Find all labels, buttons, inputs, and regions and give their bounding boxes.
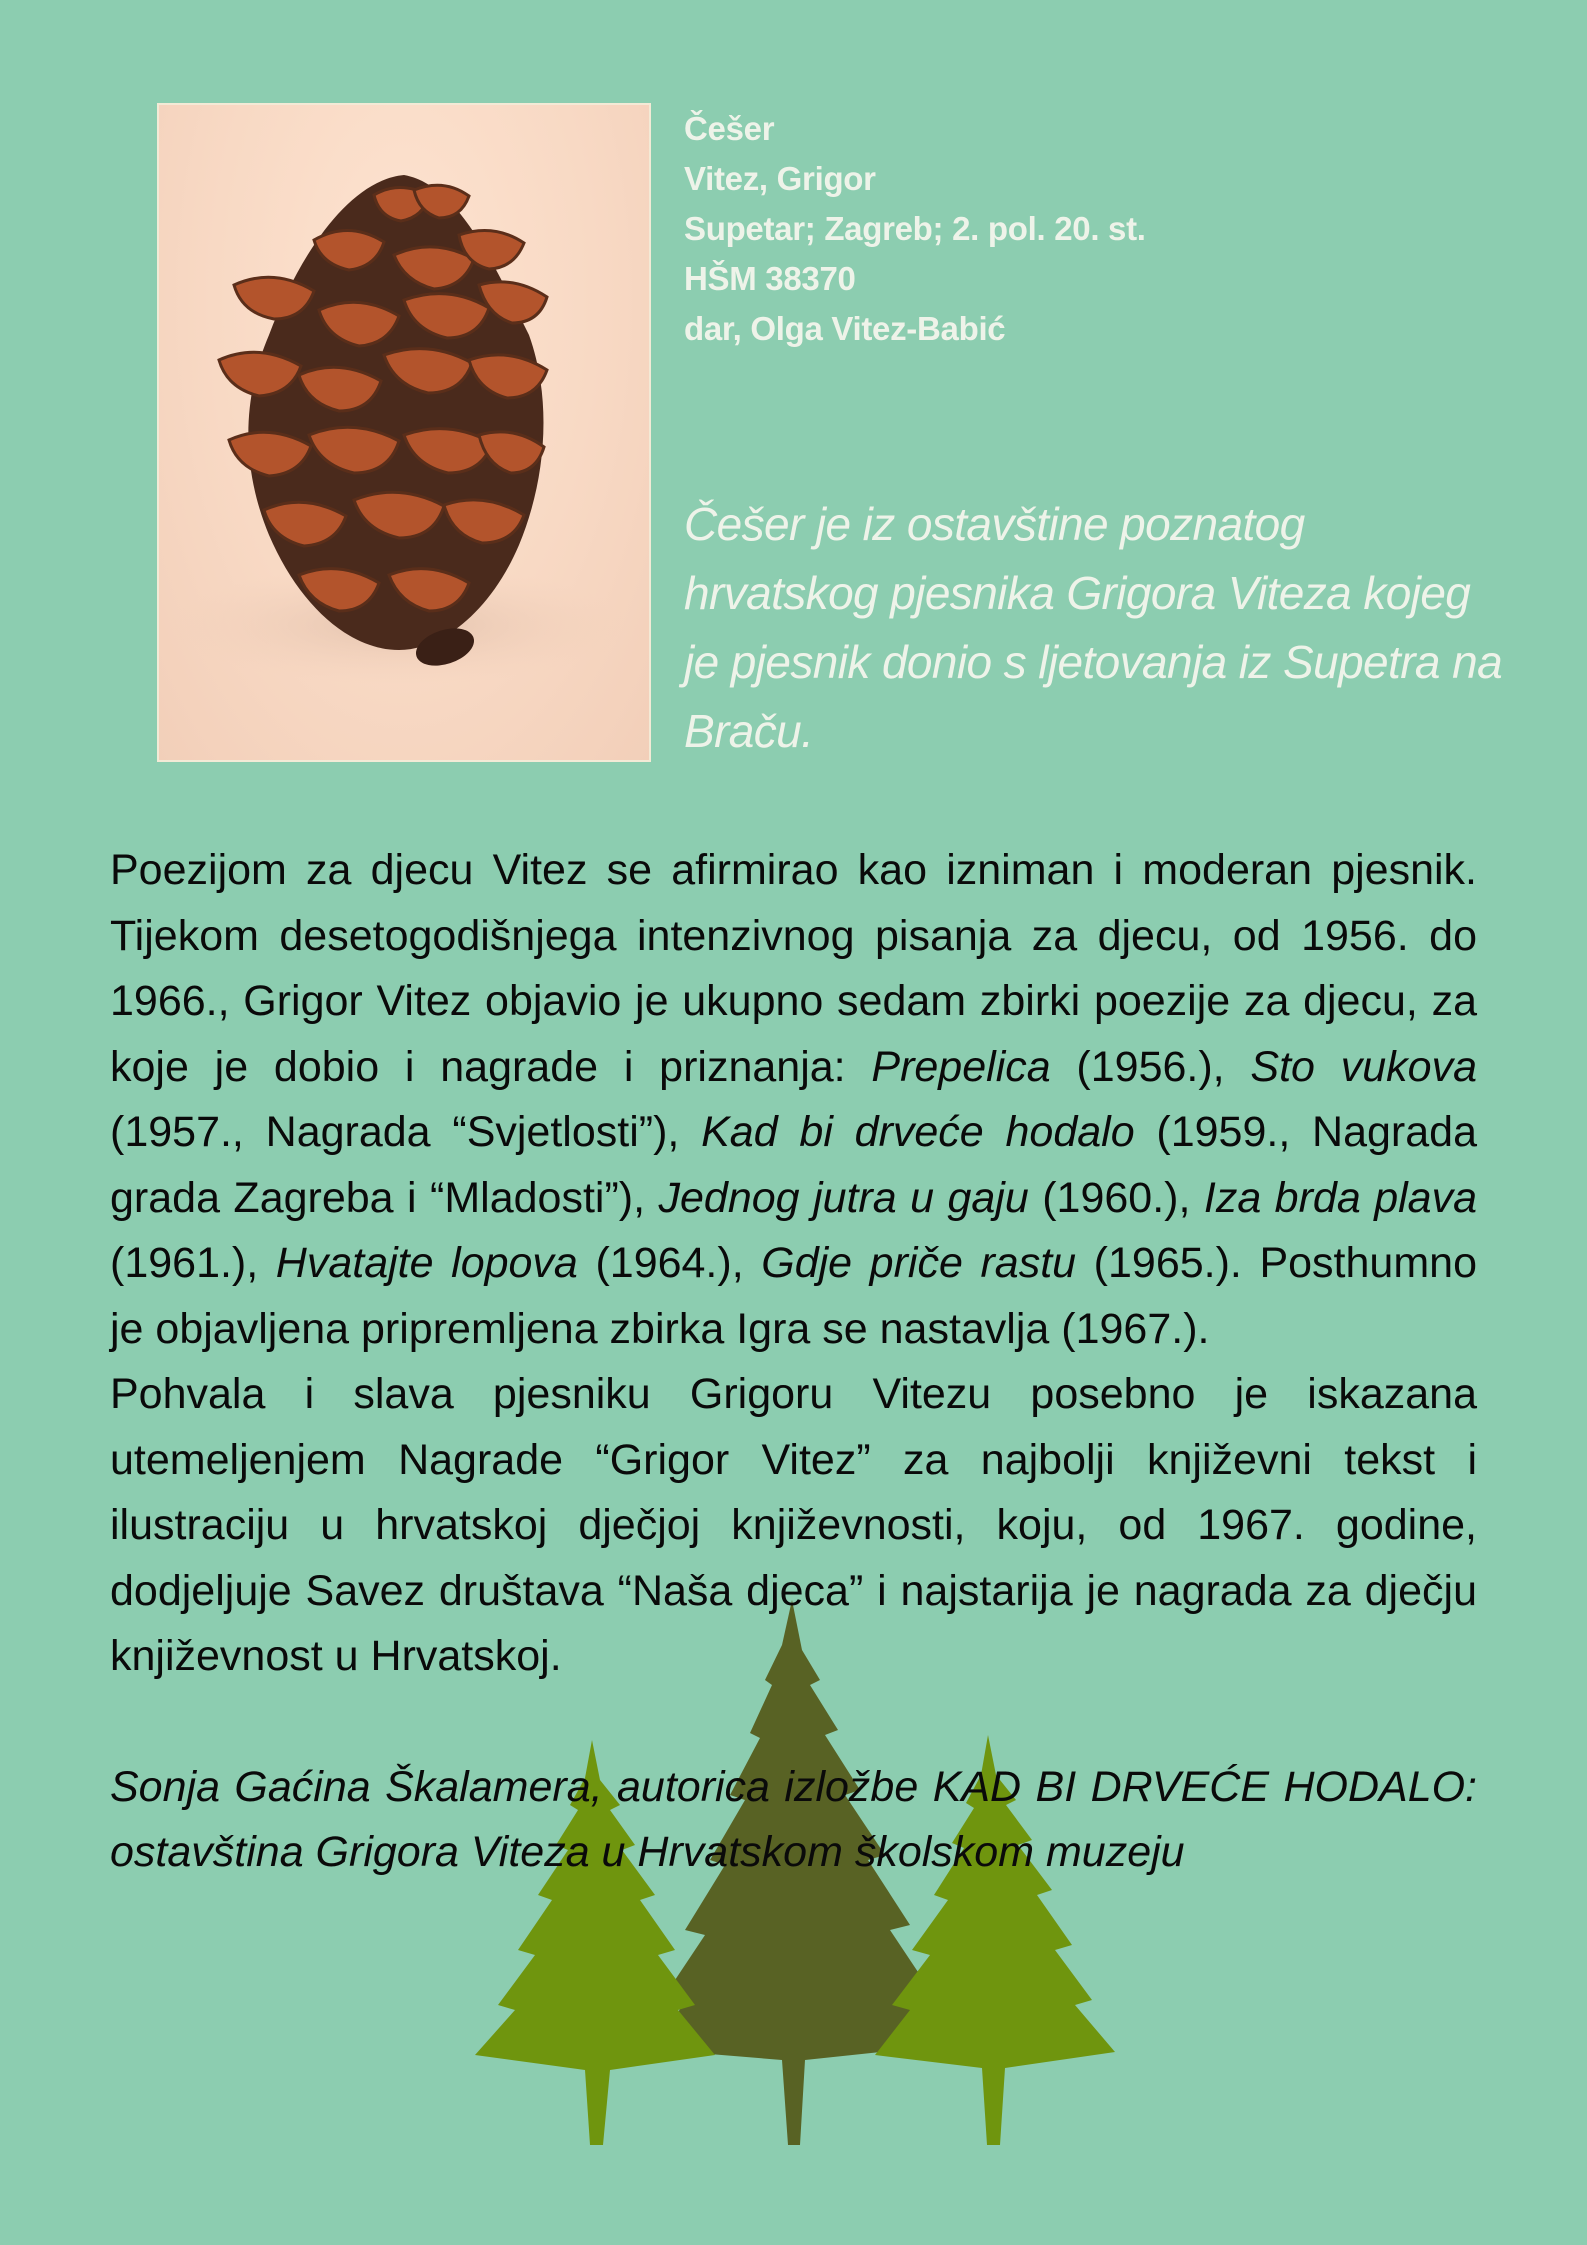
book-title: Iza brda plava [1203,1173,1477,1222]
author-signature: Sonja Gaćina Škalamera, autorica izložbe KAD BI DRVEĆE HODALO: ostavština Grigora Viteza u Hrvatskom školskom muzeju [110,1762,1477,1876]
book-title: Sto vukova [1250,1042,1477,1091]
book-title: Hvatajte lopova [275,1239,578,1287]
pine-cone-photo [159,105,649,760]
object-author: Vitez, Grigor [684,160,876,197]
object-place-date: Supetar; Zagreb; 2. pol. 20. st. [684,210,1146,247]
paragraph-collections: Poezijom za djecu Vitez se afirmirao kao izniman i moderan pjesnik. Tijekom desetogodišnjega intenzivnog pisanja za djecu, od 1956. do 1966., Grigor Vitez objavio je ukupno sedam zbirki poezije za djecu, za koje je dobio i nagrade i priznanja: Prepelica (1956.), Sto vukova (1957., Nagrada “Svjetlosti”), Kad bi drveće hodalo (1959., Nagrada grada Zagreba i “Mladosti”), Jednog jutra u gaju (1960.), Iza brda plava (1961.), Hvatajte lopova (1964.), Gdje priče rastu (1965.). Posthumno je objavljena pripremljena zbirka Igra se nastavlja (1967.). [110,846,1477,1353]
object-caption: Češer je iz ostavštine poznatog hrvatskog pjesnika Grigora Viteza kojeg je pjesnik donio s ljetovanja iz Supetra na Braču. [684,498,1503,757]
paragraph-award: Pohvala i slava pjesniku Grigoru Vitezu posebno je iskazana utemeljenjem Nagrade “Grigor Vitez” za najbolji književni tekst i ilustraciju u hrvatskoj dječjoj književnosti, koju, od 1967. godine, dodjeljuje Savez društava “Naša djeca” i najstarija je nagrada za dječju književnost u Hrvatskoj. [110,1370,1477,1680]
book-title: Prepelica [871,1042,1051,1091]
book-title: Gdje priče rastu [761,1239,1077,1287]
object-inventory-number: HŠM 38370 [684,260,856,297]
object-provenance: dar, Olga Vitez-Babić [684,310,1006,347]
object-title: Češer [684,110,775,147]
article-body [110,838,1477,1886]
book-title: Kad bi drveće hodalo [701,1108,1135,1156]
object-card [684,104,1146,354]
pine-cone-icon [159,105,649,760]
book-title: Jednog jutra u gaju [658,1173,1029,1222]
